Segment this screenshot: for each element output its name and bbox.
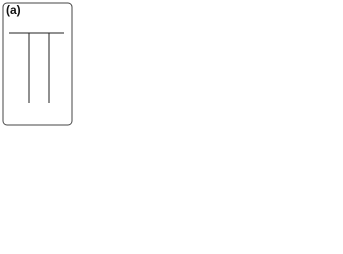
panel-a: [3, 3, 72, 125]
panel-frame: [3, 3, 72, 125]
panel-label: (a): [6, 3, 21, 17]
